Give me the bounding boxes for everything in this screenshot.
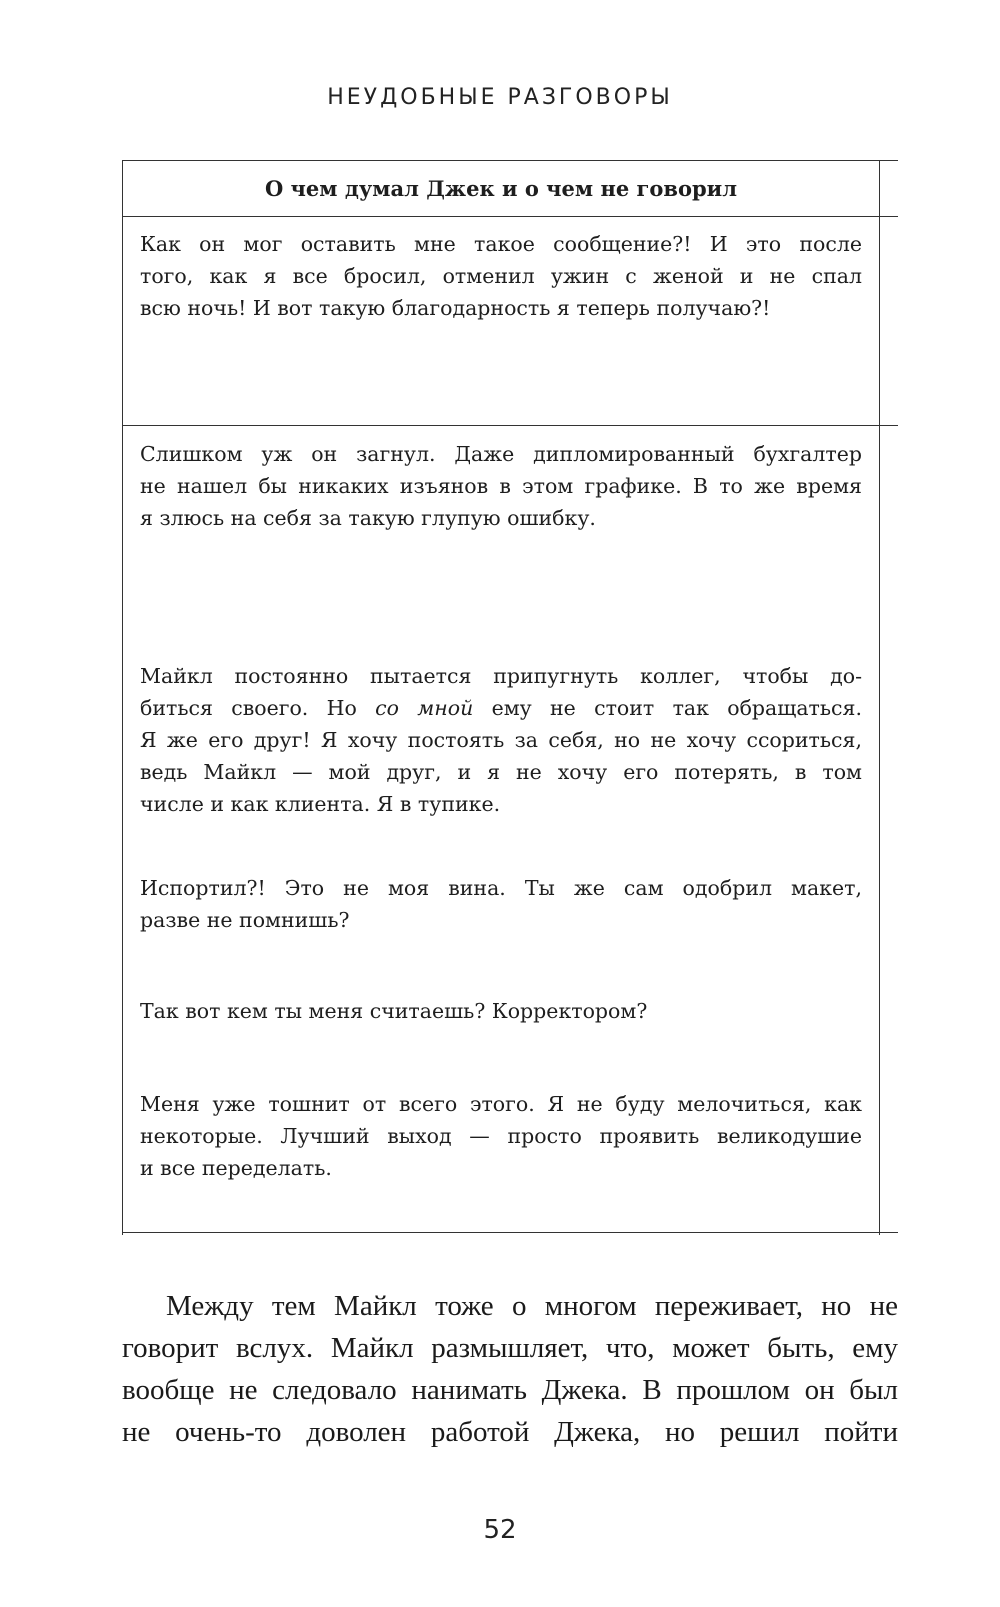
table-header-divider (122, 216, 898, 217)
row-line: Майкл постоянно пытается припугнуть коллег, чтобы до- (140, 664, 862, 688)
row-line: Так вот кем ты меня считаешь? Корректором? (140, 999, 648, 1023)
row-line: Испортил?! Это не моя вина. Ты же сам одобрил макет, (140, 876, 862, 900)
table-row-divider (122, 425, 898, 426)
paragraph-line: говорит вслух. Майкл размышляет, что, может быть, ему (122, 1332, 898, 1364)
table-row (140, 872, 862, 936)
table-row (140, 438, 862, 534)
row-line: Как он мог оставить мне такое сообщение?! И это после (140, 232, 862, 256)
table-header: О чем думал Джек и о чем не говорил (264, 176, 738, 201)
row-line: ведь Майкл — мой друг, и я не хочу его потерять, в том (140, 760, 862, 784)
row-line-part: биться своего. Но (140, 696, 357, 720)
row-line: Слишком уж он загнул. Даже дипломированный бухгалтер (140, 442, 862, 466)
paragraph-line: не очень-то доволен работой Джека, но решил пойти (122, 1416, 898, 1448)
table-row (140, 660, 862, 820)
table-row (140, 228, 862, 324)
row-line: некоторые. Лучший выход — просто проявить великодушие (140, 1124, 862, 1148)
row-line: я злюсь на себя за такую глупую ошибку. (140, 506, 596, 530)
table-row (140, 1088, 862, 1184)
paragraph-line: вообще не следовало нанимать Джека. В прошлом он был (122, 1374, 898, 1406)
row-line: не нашел бы никаких изъянов в этом графике. В то же время (140, 474, 862, 498)
emphasis-text: со мной (375, 696, 474, 720)
paragraph-line: Между тем Майкл тоже о многом переживает, но не (166, 1290, 898, 1322)
row-line: того, как я все бросил, отменил ужин с женой и не спал (140, 264, 862, 288)
row-line: всю ночь! И вот такую благодарность я теперь получаю?! (140, 296, 771, 320)
table-bottom-border (122, 1232, 898, 1233)
row-line-part: ему не стоит так обращаться. (491, 696, 862, 720)
row-line: и все переделать. (140, 1156, 332, 1180)
table-row (140, 995, 862, 1027)
row-line: Я же его друг! Я хочу постоять за себя, но не хочу ссориться, (140, 728, 862, 752)
row-line-with-emphasis (140, 692, 862, 724)
thoughts-table (122, 160, 898, 1235)
row-line: числе и как клиента. Я в тупике. (140, 792, 501, 816)
page-number: 52 (483, 1515, 517, 1545)
row-line: Меня уже тошнит от всего этого. Я не буду мелочиться, как (140, 1092, 862, 1116)
running-header: НЕУДОБНЫЕ РАЗГОВОРЫ (327, 85, 673, 110)
body-paragraph (122, 1285, 898, 1453)
row-line: разве не помнишь? (140, 908, 350, 932)
